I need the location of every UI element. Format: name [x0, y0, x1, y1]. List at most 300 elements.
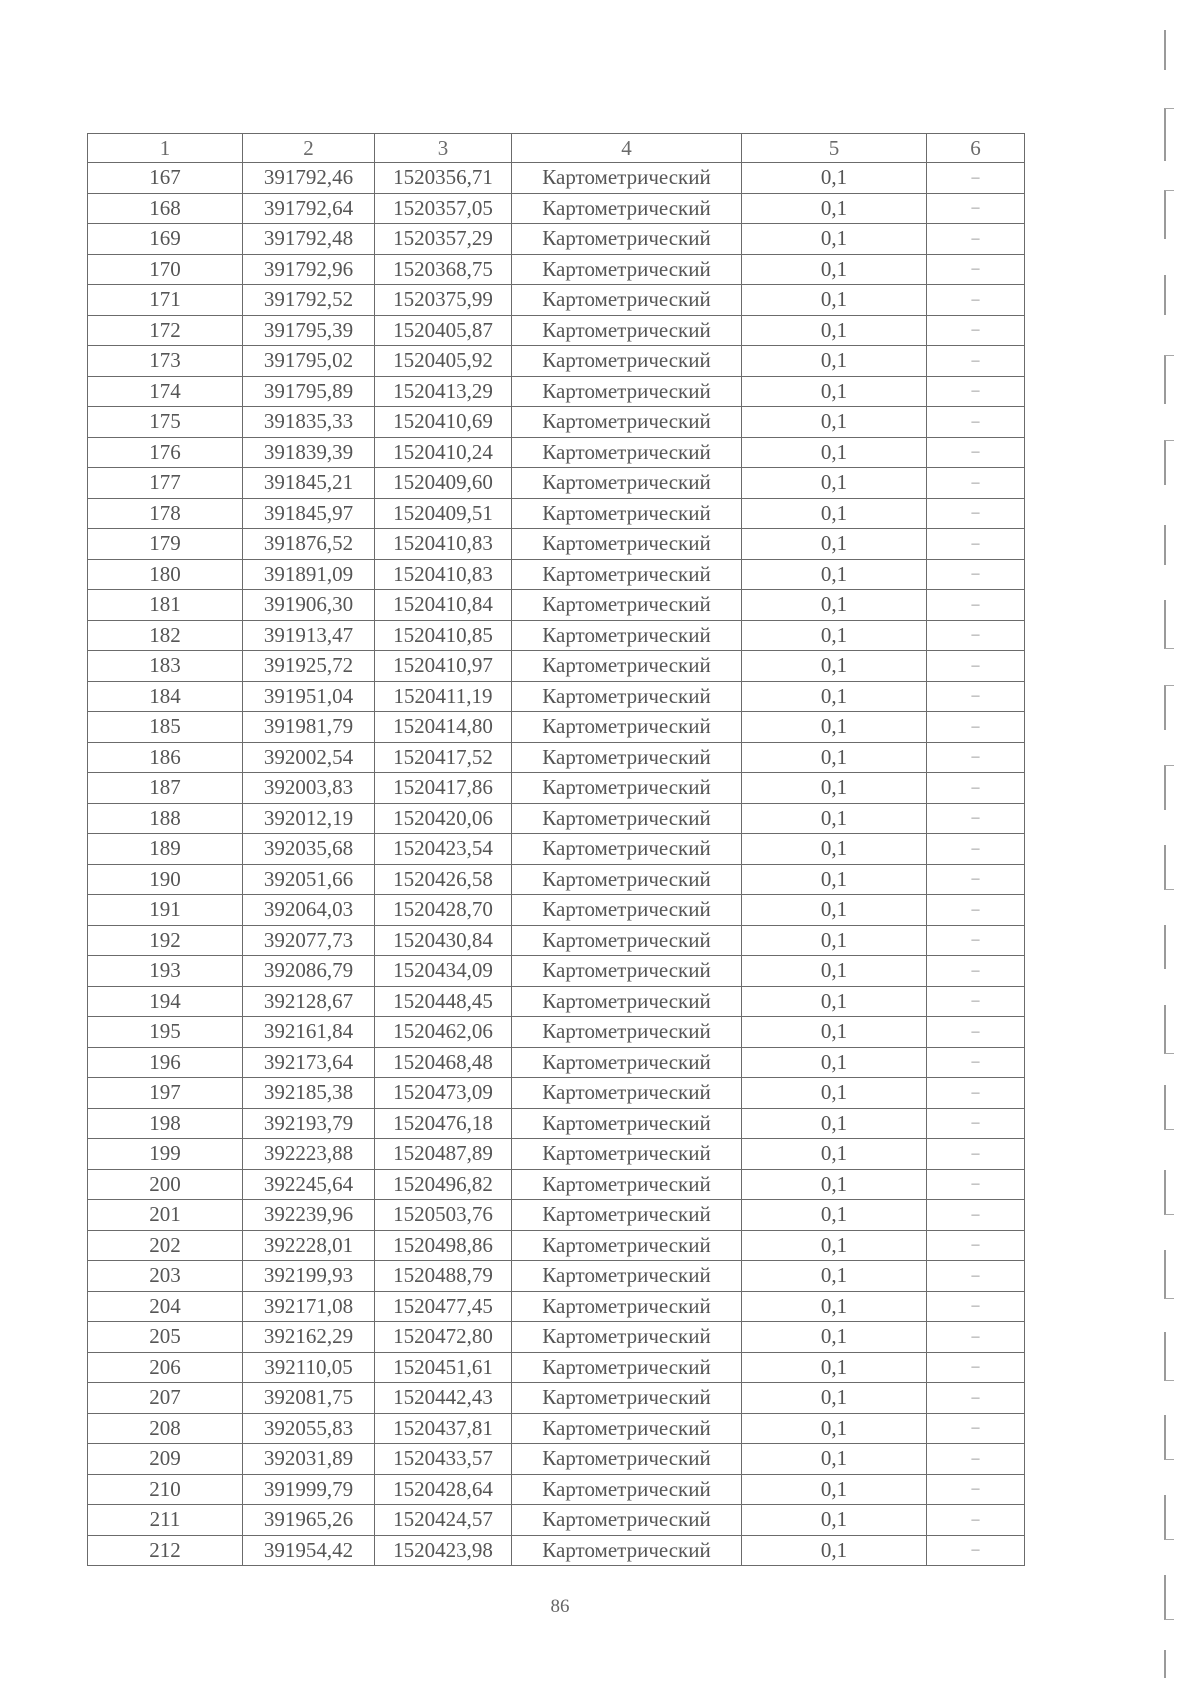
table-cell-col-3: 1520417,52: [375, 742, 512, 773]
table-row: [88, 1474, 1025, 1505]
table-cell-col-1: 200: [88, 1169, 243, 1200]
table-cell-col-4: Картометрический: [512, 895, 742, 926]
table-cell-col-4: Картометрический: [512, 346, 742, 377]
table-cell-col-5: 0,1: [742, 468, 927, 499]
table-cell-col-2: 391999,79: [243, 1474, 375, 1505]
table-cell-col-1: 179: [88, 529, 243, 560]
table-row: [88, 1505, 1025, 1536]
table-cell-col-1: 176: [88, 437, 243, 468]
table-cell-col-6: –: [927, 1474, 1025, 1505]
table-cell-col-1: 178: [88, 498, 243, 529]
table-header-row: [88, 134, 1025, 163]
table-cell-col-6: –: [927, 1505, 1025, 1536]
table-cell-col-4: Картометрический: [512, 1108, 742, 1139]
table-row: [88, 1108, 1025, 1139]
table-cell-col-3: 1520405,87: [375, 315, 512, 346]
table-body: [88, 163, 1025, 1566]
table-cell-col-2: 391792,96: [243, 254, 375, 285]
table-cell-col-1: 210: [88, 1474, 243, 1505]
table-cell-col-1: 167: [88, 163, 243, 194]
table-cell-col-6: –: [927, 1169, 1025, 1200]
table-cell-col-2: 391981,79: [243, 712, 375, 743]
table-cell-col-2: 391792,64: [243, 193, 375, 224]
table-cell-col-5: 0,1: [742, 285, 927, 316]
table-cell-col-4: Картометрический: [512, 1047, 742, 1078]
table-cell-col-5: 0,1: [742, 590, 927, 621]
table-cell-col-4: Картометрический: [512, 1413, 742, 1444]
table-cell-col-6: –: [927, 956, 1025, 987]
table-cell-col-1: 211: [88, 1505, 243, 1536]
table-cell-col-3: 1520411,19: [375, 681, 512, 712]
table-cell-col-6: –: [927, 986, 1025, 1017]
table-cell-col-4: Картометрический: [512, 285, 742, 316]
table-cell-col-3: 1520357,05: [375, 193, 512, 224]
table-row: [88, 1383, 1025, 1414]
table-cell-col-1: 208: [88, 1413, 243, 1444]
table-row: [88, 742, 1025, 773]
table-cell-col-1: 185: [88, 712, 243, 743]
table-cell-col-1: 177: [88, 468, 243, 499]
table-cell-col-3: 1520410,69: [375, 407, 512, 438]
table-cell-col-5: 0,1: [742, 193, 927, 224]
table-cell-col-3: 1520433,57: [375, 1444, 512, 1475]
column-header-4: 4: [512, 134, 742, 163]
table-cell-col-6: –: [927, 864, 1025, 895]
table-row: [88, 224, 1025, 255]
table-cell-col-2: 391954,42: [243, 1535, 375, 1566]
table-cell-col-5: 0,1: [742, 315, 927, 346]
table-cell-col-4: Картометрический: [512, 925, 742, 956]
table-cell-col-2: 392110,05: [243, 1352, 375, 1383]
table-cell-col-4: Картометрический: [512, 1078, 742, 1109]
table-cell-col-5: 0,1: [742, 834, 927, 865]
table-row: [88, 1169, 1025, 1200]
table-cell-col-1: 207: [88, 1383, 243, 1414]
table-cell-col-6: –: [927, 742, 1025, 773]
table-cell-col-1: 171: [88, 285, 243, 316]
table-cell-col-2: 392002,54: [243, 742, 375, 773]
table-cell-col-5: 0,1: [742, 437, 927, 468]
table-cell-col-5: 0,1: [742, 224, 927, 255]
table-cell-col-3: 1520442,43: [375, 1383, 512, 1414]
table-row: [88, 1017, 1025, 1048]
table-cell-col-3: 1520477,45: [375, 1291, 512, 1322]
table-cell-col-6: –: [927, 681, 1025, 712]
table-cell-col-1: 189: [88, 834, 243, 865]
table-cell-col-6: –: [927, 1017, 1025, 1048]
table-cell-col-4: Картометрический: [512, 1291, 742, 1322]
table-cell-col-5: 0,1: [742, 1261, 927, 1292]
table-cell-col-4: Картометрический: [512, 1200, 742, 1231]
table-cell-col-1: 201: [88, 1200, 243, 1231]
table-cell-col-1: 197: [88, 1078, 243, 1109]
table-cell-col-3: 1520410,24: [375, 437, 512, 468]
table-row: [88, 925, 1025, 956]
table-cell-col-5: 0,1: [742, 1413, 927, 1444]
table-cell-col-2: 392003,83: [243, 773, 375, 804]
page-number: 86: [550, 1596, 570, 1617]
table-row: [88, 498, 1025, 529]
table-cell-col-2: 392161,84: [243, 1017, 375, 1048]
table-cell-col-6: –: [927, 1200, 1025, 1231]
table-cell-col-2: 391835,33: [243, 407, 375, 438]
table-cell-col-3: 1520428,64: [375, 1474, 512, 1505]
table-cell-col-1: 196: [88, 1047, 243, 1078]
table-cell-col-4: Картометрический: [512, 651, 742, 682]
table-cell-col-1: 199: [88, 1139, 243, 1170]
table-cell-col-1: 191: [88, 895, 243, 926]
table-cell-col-3: 1520468,48: [375, 1047, 512, 1078]
table-cell-col-6: –: [927, 1139, 1025, 1170]
table-cell-col-4: Картометрический: [512, 315, 742, 346]
table-cell-col-3: 1520409,51: [375, 498, 512, 529]
table-cell-col-5: 0,1: [742, 773, 927, 804]
table-cell-col-3: 1520424,57: [375, 1505, 512, 1536]
table-cell-col-5: 0,1: [742, 163, 927, 194]
table-cell-col-6: –: [927, 498, 1025, 529]
table-cell-col-2: 391792,52: [243, 285, 375, 316]
table-row: [88, 1291, 1025, 1322]
table-cell-col-6: –: [927, 834, 1025, 865]
table-cell-col-1: 186: [88, 742, 243, 773]
table-cell-col-4: Картометрический: [512, 376, 742, 407]
table-cell-col-5: 0,1: [742, 1047, 927, 1078]
table-cell-col-6: –: [927, 1108, 1025, 1139]
table-cell-col-6: –: [927, 1230, 1025, 1261]
table-cell-col-3: 1520409,60: [375, 468, 512, 499]
table-row: [88, 1230, 1025, 1261]
table-cell-col-5: 0,1: [742, 559, 927, 590]
table-cell-col-5: 0,1: [742, 1108, 927, 1139]
table-cell-col-5: 0,1: [742, 956, 927, 987]
table-row: [88, 1200, 1025, 1231]
table-cell-col-6: –: [927, 346, 1025, 377]
table-cell-col-2: 392128,67: [243, 986, 375, 1017]
table-row: [88, 468, 1025, 499]
table-cell-col-6: –: [927, 1383, 1025, 1414]
table-cell-col-6: –: [927, 193, 1025, 224]
table-cell-col-1: 169: [88, 224, 243, 255]
table-cell-col-1: 180: [88, 559, 243, 590]
table-row: [88, 1413, 1025, 1444]
table-cell-col-3: 1520476,18: [375, 1108, 512, 1139]
table-cell-col-2: 392185,38: [243, 1078, 375, 1109]
table-cell-col-3: 1520487,89: [375, 1139, 512, 1170]
table-row: [88, 712, 1025, 743]
table-cell-col-5: 0,1: [742, 803, 927, 834]
table-cell-col-2: 391925,72: [243, 651, 375, 682]
table-cell-col-3: 1520410,85: [375, 620, 512, 651]
column-header-2: 2: [243, 134, 375, 163]
table-cell-col-1: 195: [88, 1017, 243, 1048]
table-cell-col-3: 1520428,70: [375, 895, 512, 926]
table-cell-col-5: 0,1: [742, 407, 927, 438]
table-row: [88, 529, 1025, 560]
table-cell-col-5: 0,1: [742, 1383, 927, 1414]
table-cell-col-5: 0,1: [742, 1505, 927, 1536]
table-row: [88, 1322, 1025, 1353]
table-cell-col-6: –: [927, 773, 1025, 804]
table-cell-col-3: 1520462,06: [375, 1017, 512, 1048]
table-cell-col-2: 391795,39: [243, 315, 375, 346]
table-cell-col-1: 187: [88, 773, 243, 804]
table-cell-col-5: 0,1: [742, 1139, 927, 1170]
table-cell-col-4: Картометрический: [512, 1169, 742, 1200]
table-row: [88, 895, 1025, 926]
table-cell-col-6: –: [927, 1444, 1025, 1475]
table-cell-col-4: Картометрический: [512, 163, 742, 194]
table-cell-col-4: Картометрический: [512, 559, 742, 590]
table-cell-col-3: 1520503,76: [375, 1200, 512, 1231]
table-cell-col-1: 204: [88, 1291, 243, 1322]
table-cell-col-2: 391839,39: [243, 437, 375, 468]
table-cell-col-3: 1520356,71: [375, 163, 512, 194]
table-cell-col-2: 391792,48: [243, 224, 375, 255]
table-cell-col-4: Картометрический: [512, 1017, 742, 1048]
table-cell-col-1: 188: [88, 803, 243, 834]
table-cell-col-2: 391906,30: [243, 590, 375, 621]
table-row: [88, 407, 1025, 438]
table-cell-col-2: 392228,01: [243, 1230, 375, 1261]
table-row: [88, 986, 1025, 1017]
table-cell-col-1: 205: [88, 1322, 243, 1353]
table-cell-col-6: –: [927, 1535, 1025, 1566]
table-cell-col-3: 1520498,86: [375, 1230, 512, 1261]
table-cell-col-4: Картометрический: [512, 742, 742, 773]
table-cell-col-5: 0,1: [742, 986, 927, 1017]
table-cell-col-2: 392064,03: [243, 895, 375, 926]
table-cell-col-3: 1520426,58: [375, 864, 512, 895]
table-cell-col-3: 1520430,84: [375, 925, 512, 956]
binding-marks: [1160, 20, 1180, 1680]
table-row: [88, 1535, 1025, 1566]
table-cell-col-6: –: [927, 254, 1025, 285]
table-row: [88, 1078, 1025, 1109]
table-cell-col-6: –: [927, 1352, 1025, 1383]
table-cell-col-4: Картометрический: [512, 773, 742, 804]
table-cell-col-6: –: [927, 651, 1025, 682]
table-cell-col-5: 0,1: [742, 346, 927, 377]
table-cell-col-4: Картометрический: [512, 498, 742, 529]
table-cell-col-1: 206: [88, 1352, 243, 1383]
table-cell-col-2: 391845,97: [243, 498, 375, 529]
table-cell-col-5: 0,1: [742, 1322, 927, 1353]
table-row: [88, 254, 1025, 285]
table-cell-col-1: 182: [88, 620, 243, 651]
table-cell-col-3: 1520405,92: [375, 346, 512, 377]
table-cell-col-5: 0,1: [742, 864, 927, 895]
table-cell-col-2: 392081,75: [243, 1383, 375, 1414]
table-cell-col-3: 1520357,29: [375, 224, 512, 255]
table-cell-col-6: –: [927, 529, 1025, 560]
table-cell-col-6: –: [927, 163, 1025, 194]
column-header-6: 6: [927, 134, 1025, 163]
table-cell-col-5: 0,1: [742, 1535, 927, 1566]
table-cell-col-3: 1520420,06: [375, 803, 512, 834]
table-cell-col-3: 1520451,61: [375, 1352, 512, 1383]
table-cell-col-4: Картометрический: [512, 1139, 742, 1170]
table-cell-col-2: 392055,83: [243, 1413, 375, 1444]
table-cell-col-2: 391965,26: [243, 1505, 375, 1536]
table-cell-col-5: 0,1: [742, 925, 927, 956]
table-cell-col-4: Картометрический: [512, 1383, 742, 1414]
table-row: [88, 834, 1025, 865]
table-cell-col-5: 0,1: [742, 742, 927, 773]
table-cell-col-4: Картометрический: [512, 681, 742, 712]
table-cell-col-3: 1520437,81: [375, 1413, 512, 1444]
table-row: [88, 1139, 1025, 1170]
table-cell-col-4: Картометрический: [512, 956, 742, 987]
table-cell-col-2: 392223,88: [243, 1139, 375, 1170]
table-cell-col-5: 0,1: [742, 498, 927, 529]
table-cell-col-4: Картометрический: [512, 590, 742, 621]
coordinates-table: [87, 133, 1025, 1566]
table-cell-col-2: 391845,21: [243, 468, 375, 499]
table-cell-col-6: –: [927, 925, 1025, 956]
table-row: [88, 1352, 1025, 1383]
table-row: [88, 803, 1025, 834]
table-cell-col-2: 392239,96: [243, 1200, 375, 1231]
table-cell-col-1: 168: [88, 193, 243, 224]
table-cell-col-5: 0,1: [742, 376, 927, 407]
table-cell-col-1: 194: [88, 986, 243, 1017]
table-cell-col-5: 0,1: [742, 1444, 927, 1475]
table-cell-col-1: 181: [88, 590, 243, 621]
table-cell-col-6: –: [927, 468, 1025, 499]
table-cell-col-2: 392077,73: [243, 925, 375, 956]
table-cell-col-3: 1520448,45: [375, 986, 512, 1017]
table-cell-col-2: 392199,93: [243, 1261, 375, 1292]
table-row: [88, 1261, 1025, 1292]
table-cell-col-3: 1520434,09: [375, 956, 512, 987]
table-cell-col-3: 1520417,86: [375, 773, 512, 804]
table-row: [88, 864, 1025, 895]
table-row: [88, 285, 1025, 316]
table-cell-col-6: –: [927, 224, 1025, 255]
table-cell-col-2: 392173,64: [243, 1047, 375, 1078]
table-cell-col-3: 1520496,82: [375, 1169, 512, 1200]
table-cell-col-3: 1520413,29: [375, 376, 512, 407]
table-cell-col-1: 174: [88, 376, 243, 407]
table-cell-col-1: 203: [88, 1261, 243, 1292]
column-header-1: 1: [88, 134, 243, 163]
table-cell-col-5: 0,1: [742, 712, 927, 743]
table-row: [88, 651, 1025, 682]
table-cell-col-2: 392245,64: [243, 1169, 375, 1200]
table-cell-col-5: 0,1: [742, 1017, 927, 1048]
table-cell-col-2: 391913,47: [243, 620, 375, 651]
table-cell-col-6: –: [927, 712, 1025, 743]
table-row: [88, 620, 1025, 651]
table-cell-col-4: Картометрический: [512, 529, 742, 560]
table-cell-col-6: –: [927, 437, 1025, 468]
table-cell-col-5: 0,1: [742, 895, 927, 926]
table-cell-col-5: 0,1: [742, 681, 927, 712]
table-cell-col-2: 392012,19: [243, 803, 375, 834]
table-row: [88, 315, 1025, 346]
table-cell-col-5: 0,1: [742, 1200, 927, 1231]
table-cell-col-2: 392051,66: [243, 864, 375, 895]
table-cell-col-2: 391795,02: [243, 346, 375, 377]
table-cell-col-5: 0,1: [742, 254, 927, 285]
table-cell-col-1: 183: [88, 651, 243, 682]
table-cell-col-4: Картометрический: [512, 834, 742, 865]
table-row: [88, 559, 1025, 590]
table-row: [88, 1444, 1025, 1475]
table-cell-col-2: 392035,68: [243, 834, 375, 865]
table-row: [88, 681, 1025, 712]
table-cell-col-5: 0,1: [742, 651, 927, 682]
table-cell-col-1: 192: [88, 925, 243, 956]
table-cell-col-1: 184: [88, 681, 243, 712]
table-cell-col-4: Картометрический: [512, 1535, 742, 1566]
table-cell-col-6: –: [927, 407, 1025, 438]
table-cell-col-2: 392086,79: [243, 956, 375, 987]
table-cell-col-3: 1520488,79: [375, 1261, 512, 1292]
table-cell-col-4: Картометрический: [512, 468, 742, 499]
table-row: [88, 437, 1025, 468]
table-cell-col-4: Картометрический: [512, 986, 742, 1017]
table-cell-col-3: 1520410,84: [375, 590, 512, 621]
table-cell-col-6: –: [927, 1047, 1025, 1078]
table-cell-col-2: 391891,09: [243, 559, 375, 590]
table-row: [88, 956, 1025, 987]
table-row: [88, 193, 1025, 224]
table-row: [88, 163, 1025, 194]
table-cell-col-1: 212: [88, 1535, 243, 1566]
table-cell-col-4: Картометрический: [512, 1505, 742, 1536]
table-cell-col-4: Картометрический: [512, 712, 742, 743]
table-cell-col-2: 391951,04: [243, 681, 375, 712]
table-cell-col-5: 0,1: [742, 1352, 927, 1383]
table-cell-col-3: 1520410,83: [375, 559, 512, 590]
table-cell-col-6: –: [927, 1078, 1025, 1109]
table-cell-col-1: 198: [88, 1108, 243, 1139]
table-cell-col-2: 392162,29: [243, 1322, 375, 1353]
table-row: [88, 1047, 1025, 1078]
table-row: [88, 590, 1025, 621]
table-cell-col-5: 0,1: [742, 1230, 927, 1261]
table-cell-col-3: 1520375,99: [375, 285, 512, 316]
table-cell-col-1: 170: [88, 254, 243, 285]
table-cell-col-6: –: [927, 620, 1025, 651]
table-cell-col-6: –: [927, 285, 1025, 316]
table-cell-col-5: 0,1: [742, 620, 927, 651]
table-cell-col-5: 0,1: [742, 1078, 927, 1109]
table-cell-col-4: Картометрический: [512, 1230, 742, 1261]
table-cell-col-2: 392171,08: [243, 1291, 375, 1322]
table-cell-col-3: 1520414,80: [375, 712, 512, 743]
table-cell-col-4: Картометрический: [512, 620, 742, 651]
table-cell-col-3: 1520368,75: [375, 254, 512, 285]
table-cell-col-6: –: [927, 590, 1025, 621]
table-cell-col-4: Картометрический: [512, 224, 742, 255]
table-cell-col-4: Картометрический: [512, 864, 742, 895]
table-cell-col-5: 0,1: [742, 1291, 927, 1322]
table-cell-col-6: –: [927, 895, 1025, 926]
table-cell-col-4: Картометрический: [512, 254, 742, 285]
table-cell-col-3: 1520423,98: [375, 1535, 512, 1566]
table-cell-col-6: –: [927, 1291, 1025, 1322]
table-cell-col-4: Картометрический: [512, 407, 742, 438]
table-cell-col-4: Картометрический: [512, 1261, 742, 1292]
table-cell-col-6: –: [927, 1322, 1025, 1353]
table-cell-col-5: 0,1: [742, 529, 927, 560]
table-cell-col-4: Картометрический: [512, 1474, 742, 1505]
table-cell-col-4: Картометрический: [512, 1352, 742, 1383]
table-cell-col-4: Картометрический: [512, 1322, 742, 1353]
table-cell-col-1: 173: [88, 346, 243, 377]
